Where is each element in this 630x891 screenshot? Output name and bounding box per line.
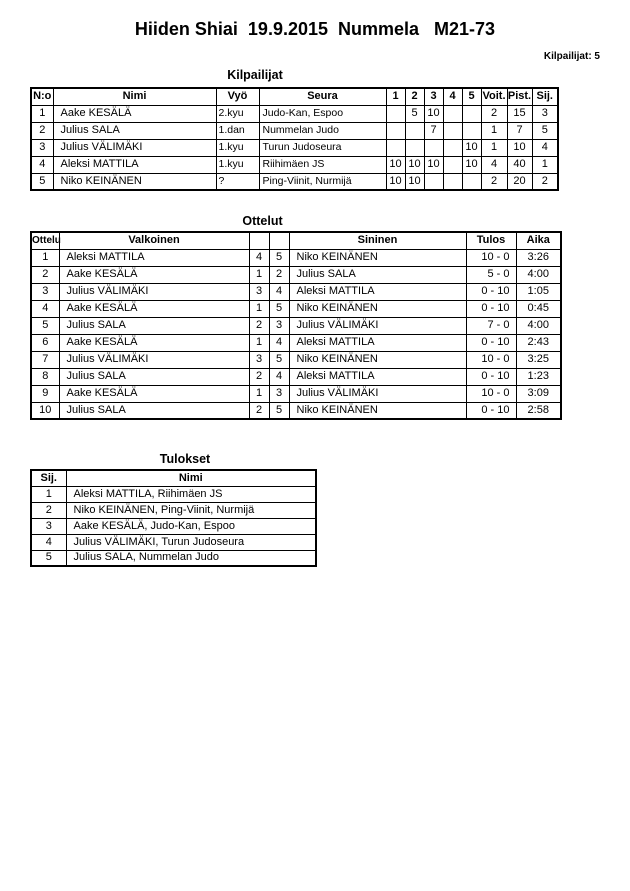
cell bbox=[386, 105, 405, 122]
cell bbox=[424, 173, 443, 190]
section-title-kilpailijat: Kilpailijat bbox=[227, 68, 283, 82]
cell: 10 bbox=[386, 173, 405, 190]
cell: Judo-Kan, Espoo bbox=[259, 105, 386, 122]
header-cell: Sij. bbox=[31, 470, 66, 486]
header-cell: Aika bbox=[516, 232, 561, 249]
cell: 5 bbox=[269, 351, 289, 368]
cell: 5 bbox=[405, 105, 424, 122]
cell: 1 bbox=[249, 385, 269, 402]
header-cell: Vyö bbox=[216, 88, 259, 105]
cell: 2 bbox=[481, 173, 507, 190]
cell bbox=[386, 139, 405, 156]
cell: 7 bbox=[507, 122, 532, 139]
cell: 2 bbox=[31, 122, 53, 139]
cell: 10 bbox=[424, 156, 443, 173]
page-title: Hiiden Shiai 19.9.2015 Nummela M21-73 bbox=[134, 19, 496, 39]
cell: 10 - 0 bbox=[466, 249, 516, 266]
cell bbox=[405, 139, 424, 156]
cell: 2 bbox=[31, 266, 59, 283]
cell: Niko KEINÄNEN bbox=[53, 173, 216, 190]
cell: 3 bbox=[269, 385, 289, 402]
cell: Aake KESÄLÄ, Judo-Kan, Espoo bbox=[66, 518, 316, 534]
matches-table bbox=[30, 231, 562, 420]
cell: 4 bbox=[481, 156, 507, 173]
cell: 7 bbox=[31, 351, 59, 368]
match-row bbox=[31, 334, 561, 351]
competitor-row bbox=[31, 173, 558, 190]
cell: Aake KESÄLÄ bbox=[59, 300, 249, 317]
cell: 40 bbox=[507, 156, 532, 173]
result-row bbox=[31, 502, 316, 518]
cell bbox=[443, 173, 462, 190]
cell: Aake KESÄLÄ bbox=[59, 266, 249, 283]
cell: Aleksi MATTILA bbox=[289, 368, 466, 385]
cell: 5 bbox=[532, 122, 558, 139]
cell bbox=[386, 122, 405, 139]
cell: 4 bbox=[269, 334, 289, 351]
match-row bbox=[31, 317, 561, 334]
results-header-row bbox=[31, 470, 316, 486]
results-table bbox=[30, 469, 317, 567]
cell: 1 bbox=[31, 486, 66, 502]
cell: Nummelan Judo bbox=[259, 122, 386, 139]
cell: Julius VÄLIMÄKI bbox=[53, 139, 216, 156]
cell: 2:43 bbox=[516, 334, 561, 351]
cell: 4 bbox=[31, 300, 59, 317]
cell: 5 bbox=[31, 550, 66, 566]
header-cell: Seura bbox=[259, 88, 386, 105]
match-row bbox=[31, 249, 561, 266]
cell bbox=[405, 122, 424, 139]
result-row bbox=[31, 550, 316, 566]
cell: 1.dan bbox=[216, 122, 259, 139]
cell: Niko KEINÄNEN, Ping-Viinit, Nurmijä bbox=[66, 502, 316, 518]
result-row bbox=[31, 518, 316, 534]
competitors-header-row bbox=[31, 88, 558, 105]
cell bbox=[462, 122, 481, 139]
match-row bbox=[31, 300, 561, 317]
cell: 10 bbox=[462, 139, 481, 156]
cell: 3:25 bbox=[516, 351, 561, 368]
cell: 4 bbox=[31, 534, 66, 550]
cell: Julius VÄLIMÄKI bbox=[59, 283, 249, 300]
cell: 2 bbox=[249, 402, 269, 419]
cell: 3 bbox=[31, 518, 66, 534]
cell: 5 bbox=[31, 173, 53, 190]
matches-header-row bbox=[31, 232, 561, 249]
cell: 10 bbox=[31, 402, 59, 419]
cell: 2.kyu bbox=[216, 105, 259, 122]
cell: 1 bbox=[249, 266, 269, 283]
cell: 1 bbox=[31, 249, 59, 266]
cell: 5 bbox=[31, 317, 59, 334]
cell: Niko KEINÄNEN bbox=[289, 249, 466, 266]
match-row bbox=[31, 266, 561, 283]
cell: Julius SALA bbox=[289, 266, 466, 283]
cell: 10 bbox=[507, 139, 532, 156]
cell: 10 bbox=[462, 156, 481, 173]
cell: 2 bbox=[249, 317, 269, 334]
cell bbox=[443, 122, 462, 139]
cell: Julius SALA bbox=[59, 368, 249, 385]
cell: Aleksi MATTILA bbox=[289, 334, 466, 351]
cell: Ping-Viinit, Nurmijä bbox=[259, 173, 386, 190]
cell: 1 bbox=[481, 139, 507, 156]
header-cell: Sininen bbox=[289, 232, 466, 249]
cell: 2 bbox=[269, 266, 289, 283]
cell: Julius VÄLIMÄKI bbox=[289, 385, 466, 402]
header-cell: N:o bbox=[31, 88, 53, 105]
cell: 1.kyu bbox=[216, 139, 259, 156]
cell: Julius SALA bbox=[59, 317, 249, 334]
cell bbox=[462, 105, 481, 122]
cell: Aake KESÄLÄ bbox=[59, 385, 249, 402]
cell: 6 bbox=[31, 334, 59, 351]
header-cell: 4 bbox=[443, 88, 462, 105]
cell: 3 bbox=[269, 317, 289, 334]
cell: 1 bbox=[249, 334, 269, 351]
header-cell bbox=[269, 232, 289, 249]
result-row bbox=[31, 486, 316, 502]
cell: 5 bbox=[269, 402, 289, 419]
cell: 3 bbox=[249, 283, 269, 300]
cell: 3 bbox=[532, 105, 558, 122]
competitor-row bbox=[31, 105, 558, 122]
header-cell: Tulos bbox=[466, 232, 516, 249]
cell: 10 bbox=[405, 173, 424, 190]
cell: 1 bbox=[31, 105, 53, 122]
cell: Julius SALA bbox=[59, 402, 249, 419]
cell: 0 - 10 bbox=[466, 368, 516, 385]
cell: Julius SALA, Nummelan Judo bbox=[66, 550, 316, 566]
cell: 4 bbox=[31, 156, 53, 173]
cell: Julius VÄLIMÄKI bbox=[59, 351, 249, 368]
competitors-count: Kilpailijat: 5 bbox=[543, 51, 600, 62]
cell: 4:00 bbox=[516, 266, 561, 283]
competitor-row bbox=[31, 139, 558, 156]
cell: 2:58 bbox=[516, 402, 561, 419]
cell: 2 bbox=[249, 368, 269, 385]
cell: Niko KEINÄNEN bbox=[289, 300, 466, 317]
header-cell: 1 bbox=[386, 88, 405, 105]
match-row bbox=[31, 402, 561, 419]
cell: 1:23 bbox=[516, 368, 561, 385]
cell: 5 bbox=[269, 249, 289, 266]
cell bbox=[462, 173, 481, 190]
cell: 10 bbox=[405, 156, 424, 173]
result-row bbox=[31, 534, 316, 550]
cell: 0 - 10 bbox=[466, 300, 516, 317]
cell: Aake KESÄLÄ bbox=[59, 334, 249, 351]
cell: Niko KEINÄNEN bbox=[289, 402, 466, 419]
cell: Julius VÄLIMÄKI bbox=[289, 317, 466, 334]
cell: Aleksi MATTILA, Riihimäen JS bbox=[66, 486, 316, 502]
cell: Aleksi MATTILA bbox=[53, 156, 216, 173]
cell: 9 bbox=[31, 385, 59, 402]
header-cell: 2 bbox=[405, 88, 424, 105]
header-cell: Voit. bbox=[481, 88, 507, 105]
cell: ? bbox=[216, 173, 259, 190]
cell: 0 - 10 bbox=[466, 402, 516, 419]
header-cell: Sij. bbox=[532, 88, 558, 105]
cell: 3:09 bbox=[516, 385, 561, 402]
cell: 8 bbox=[31, 368, 59, 385]
header-cell bbox=[249, 232, 269, 249]
cell: Aleksi MATTILA bbox=[59, 249, 249, 266]
match-row bbox=[31, 385, 561, 402]
cell: Turun Judoseura bbox=[259, 139, 386, 156]
cell: 3 bbox=[249, 351, 269, 368]
header-cell: 5 bbox=[462, 88, 481, 105]
header-cell: Valkoinen bbox=[59, 232, 249, 249]
cell: 0 - 10 bbox=[466, 283, 516, 300]
cell: 1.kyu bbox=[216, 156, 259, 173]
cell: 15 bbox=[507, 105, 532, 122]
cell: Aleksi MATTILA bbox=[289, 283, 466, 300]
cell: 4 bbox=[249, 249, 269, 266]
cell: Julius SALA bbox=[53, 122, 216, 139]
cell: 1:05 bbox=[516, 283, 561, 300]
cell: 5 bbox=[269, 300, 289, 317]
cell: 4:00 bbox=[516, 317, 561, 334]
cell: 20 bbox=[507, 173, 532, 190]
cell: 7 bbox=[424, 122, 443, 139]
cell: 7 - 0 bbox=[466, 317, 516, 334]
cell: 1 bbox=[249, 300, 269, 317]
cell: 4 bbox=[269, 368, 289, 385]
cell: 2 bbox=[31, 502, 66, 518]
cell: 10 bbox=[424, 105, 443, 122]
cell: 2 bbox=[532, 173, 558, 190]
cell: 5 - 0 bbox=[466, 266, 516, 283]
match-row bbox=[31, 283, 561, 300]
cell bbox=[443, 139, 462, 156]
cell: 3:26 bbox=[516, 249, 561, 266]
cell: 10 - 0 bbox=[466, 351, 516, 368]
cell bbox=[443, 156, 462, 173]
cell bbox=[443, 105, 462, 122]
cell: 2 bbox=[481, 105, 507, 122]
header-cell: Nimi bbox=[66, 470, 316, 486]
cell: Riihimäen JS bbox=[259, 156, 386, 173]
match-row bbox=[31, 368, 561, 385]
cell: Niko KEINÄNEN bbox=[289, 351, 466, 368]
cell: 10 bbox=[386, 156, 405, 173]
section-title-tulokset: Tulokset bbox=[159, 452, 211, 466]
header-cell: Ottelu bbox=[31, 232, 59, 249]
cell: 1 bbox=[481, 122, 507, 139]
cell: Aake KESÄLÄ bbox=[53, 105, 216, 122]
header-cell: Pist. bbox=[507, 88, 532, 105]
competitors-table bbox=[30, 87, 559, 191]
cell: 3 bbox=[31, 283, 59, 300]
header-cell: Nimi bbox=[53, 88, 216, 105]
cell: 0:45 bbox=[516, 300, 561, 317]
section-title-ottelut: Ottelut bbox=[242, 214, 283, 228]
cell: 10 - 0 bbox=[466, 385, 516, 402]
header-cell: 3 bbox=[424, 88, 443, 105]
match-row bbox=[31, 351, 561, 368]
cell: 4 bbox=[269, 283, 289, 300]
cell: 4 bbox=[532, 139, 558, 156]
competitor-row bbox=[31, 156, 558, 173]
cell: 0 - 10 bbox=[466, 334, 516, 351]
cell: 1 bbox=[532, 156, 558, 173]
cell bbox=[424, 139, 443, 156]
cell: Julius VÄLIMÄKI, Turun Judoseura bbox=[66, 534, 316, 550]
cell: 3 bbox=[31, 139, 53, 156]
competitor-row bbox=[31, 122, 558, 139]
